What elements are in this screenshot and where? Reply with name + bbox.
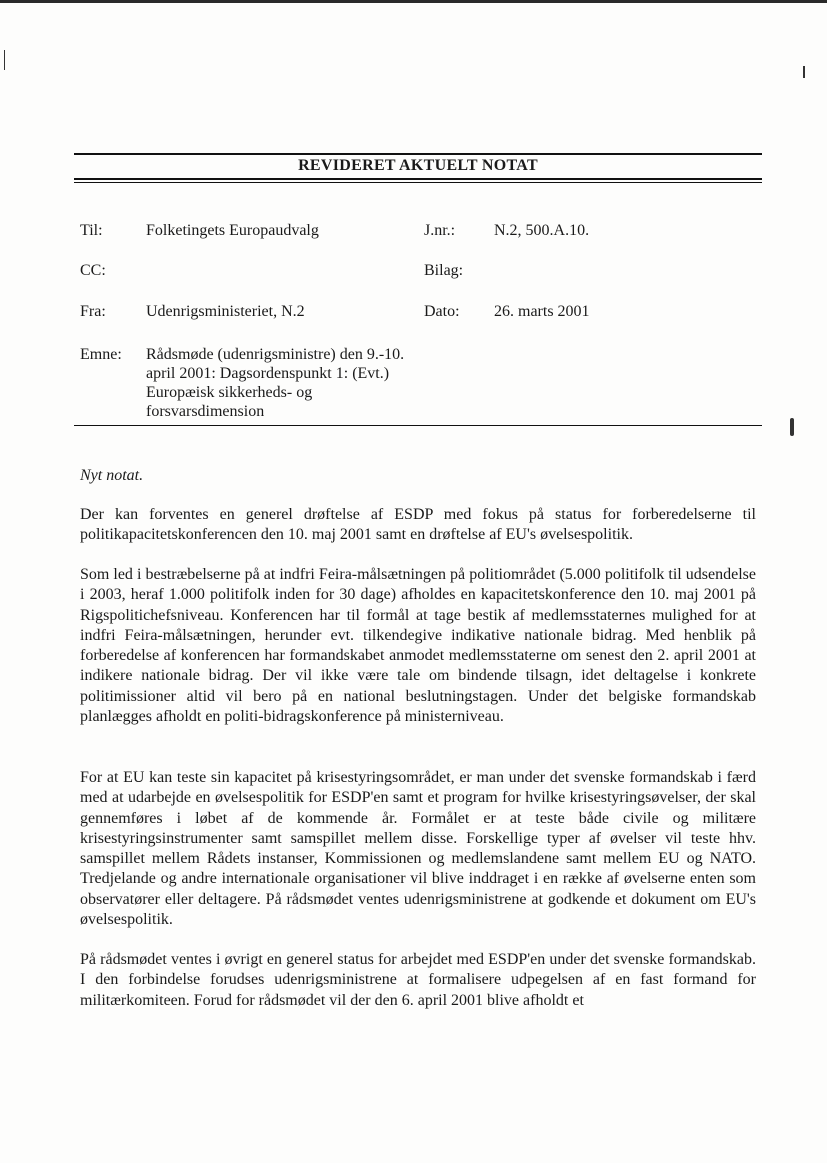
title-bottom-rule xyxy=(74,178,762,180)
emne-value: Rådsmøde (udenrigsministre) den 9.-10. april 2001: Dagsordenspunkt 1: (Evt.) Europæisk sikkerheds- og forsvarsdimension xyxy=(146,346,405,420)
scan-mark xyxy=(790,418,794,436)
jnr-label: J.nr.: xyxy=(424,222,456,239)
body-paragraph: På rådsmødet ventes i øvrigt en generel status for arbejdet med ESDP'en under det svenske formandskab. I den forbindelse forudses udenrigsministrene at formalisere udpegelsen af en fast formand for militærkomiteen. Forud for rådsmødet vil der den 6. april 2001 blive afholdt et xyxy=(80,951,756,1009)
til-value: Folketingets Europaudvalg xyxy=(146,222,319,239)
title-top-rule xyxy=(74,153,762,155)
body-paragraph: Der kan forventes en generel drøftelse af ESDP med fokus på status for forberedelserne til politikapacitetskonferencen den 10. maj 2001 samt en drøftelse af EU's øvelsespolitik. xyxy=(80,506,756,544)
fra-value: Udenrigsministeriet, N.2 xyxy=(146,303,305,320)
document-title: REVIDERET AKTUELT NOTAT xyxy=(298,157,538,174)
scan-mark xyxy=(803,66,805,78)
emne-label: Emne: xyxy=(80,346,122,363)
title-bottom-rule-thin xyxy=(74,182,762,183)
fra-label: Fra: xyxy=(80,303,106,320)
body-paragraph: For at EU kan teste sin kapacitet på krisestyringsområdet, er man under det svenske formandskab i færd med at udarbejde en øvelsespolitik for ESDP'en samt et program for hvilke krisestyringsøvelser, der skal gennemføres i løbet af de kommende år. Formålet er at teste både civile og militære krisestyringsinstrumenter samt samspillet mellem disse. Forskellige typer af øvelser vil teste hhv. samspillet mellem Rådets instanser, Kommissionen og medlemslandene samt mellem EU og NATO. Tredjelande og andre internationale organisationer vil blive inddraget i en række af øvelserne enten som observatører eller deltagere. På rådsmødet ventes udenrigsministrene at godkende et dokument om EU's øvelsespolitik. xyxy=(80,769,756,929)
body-paragraph: Som led i bestræbelserne på at indfri Feira-målsætningen på politiområdet (5.000 politifolk til udsendelse i 2003, heraf 1.000 politifolk inden for 30 dage) afholdes en kapacitetskonference den 10. maj 2001 på Rigspolitichefsniveau. Konferencen har til formål at tage bestik af medlemsstaternes mulighed for at indfri Feira-målsætningen, herunder evt. tilkendegive indikative nationale bidrag. Med henblik på forberedelse af konferencen har formandskabet anmodet medlemsstaterne om senest den 2. april 2001 at indikere nationale bidrag. Der vil ikke være tale om bindende tilsagn, idet deltagelse i konkrete politimissioner altid vil bero på en national beslutningstagen. Under det belgiske formandskab planlægges afholdt en politi-bidragskonference på ministerniveau. xyxy=(80,566,756,726)
scan-top-edge xyxy=(0,0,827,3)
note-heading: Nyt notat. xyxy=(80,467,144,484)
header-bottom-rule xyxy=(74,425,762,426)
til-label: Til: xyxy=(80,222,103,239)
dato-label: Dato: xyxy=(424,303,460,320)
scan-mark xyxy=(4,50,5,70)
dato-value: 26. marts 2001 xyxy=(494,303,590,320)
bilag-label: Bilag: xyxy=(424,262,464,279)
cc-label: CC: xyxy=(80,262,106,279)
title-block xyxy=(74,153,762,183)
jnr-value: N.2, 500.A.10. xyxy=(494,222,590,239)
